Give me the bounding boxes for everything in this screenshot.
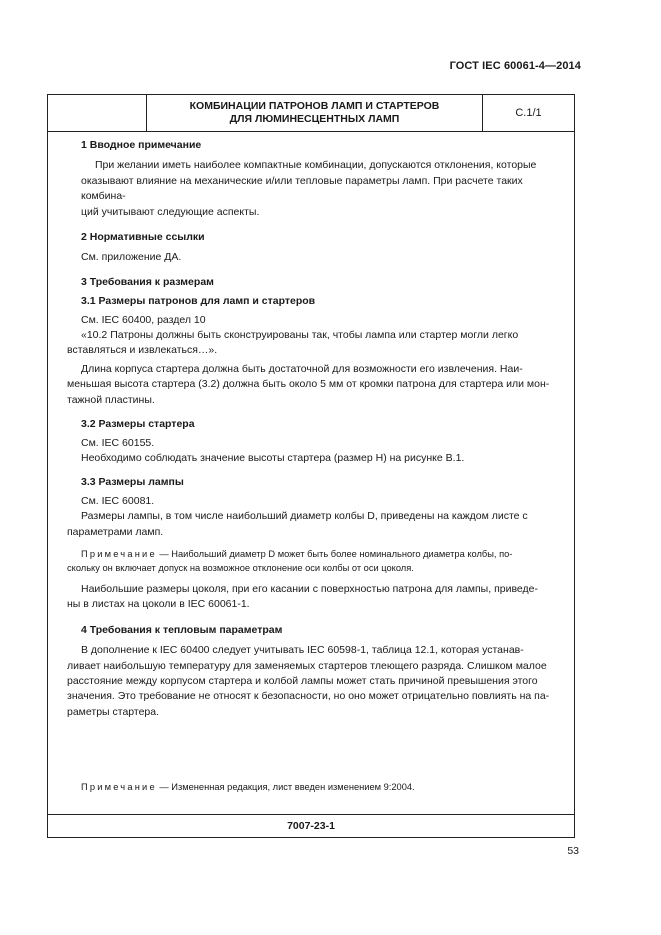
section-3-3-para: См. IEC 60081. — [81, 494, 155, 507]
section-3-3-para-line: ны в листах на цоколи в IEC 60061-1. — [67, 598, 250, 611]
frame-title-line-2: ДЛЯ ЛЮМИНЕСЦЕНТНЫХ ЛАМП — [229, 113, 400, 125]
section-4-para-line: ливает наибольшую температуру для заменяемых стартеров тлеющего разряда. Слишком малое — [67, 659, 547, 672]
frame-title — [147, 95, 483, 131]
section-3-1-quote-line: вставляться и извлекаться…». — [67, 344, 218, 357]
note-1-text: — Наибольший диаметр D может быть более номинального диаметра колбы, по- — [156, 548, 513, 559]
page-number: 53 — [567, 845, 579, 857]
note-2-label: Примечание — [81, 782, 157, 793]
note-2 — [81, 780, 566, 794]
note-2-text: — Измененная редакция, лист введен изменением 9:2004. — [156, 782, 415, 793]
section-4-para-line: расстояние между корпусом стартера и колбой лампы может стать причиной превышения этого — [67, 674, 538, 687]
section-3-2-para: Необходимо соблюдать значение высоты стартера (размер H) на рисунке B.1. — [81, 451, 465, 464]
section-4-heading: 4 Требования к тепловым параметрам — [81, 623, 283, 636]
frame-title-line-1: КОМБИНАЦИИ ПАТРОНОВ ЛАМП И СТАРТЕРОВ — [189, 100, 440, 112]
section-3-2-heading: 3.2 Размеры стартера — [81, 418, 195, 431]
note-1 — [81, 547, 566, 561]
section-4-para-line: раметры стартера. — [67, 705, 160, 718]
section-1-para-line: При желании иметь наиболее компактные комбинации, допускаются отклонения, которые — [95, 159, 537, 172]
section-3-3-para-line: параметрами ламп. — [67, 525, 164, 538]
document-body — [48, 132, 574, 794]
note-1-line-2: скольку он включает допуск на возможное отклонение оси колбы от оси цоколя. — [67, 562, 414, 573]
section-3-1-para: См. IEC 60400, раздел 10 — [81, 313, 206, 326]
section-4-para-line: значения. Это требование не относят к безопасности, но оно может отрицательно повлиять на па- — [67, 690, 550, 703]
section-2-heading: 2 Нормативные ссылки — [81, 231, 205, 244]
section-3-1-para-line: меньшая высота стартера (3.2) должна быть около 5 мм от кромки патрона для стартера или мон- — [67, 378, 550, 391]
section-3-1-para-line: Длина корпуса стартера должна быть достаточной для возможности его извлечения. Наи- — [81, 362, 523, 375]
section-3-1-heading: 3.1 Размеры патронов для ламп и стартеров — [81, 295, 316, 308]
section-1-heading: 1 Вводное примечание — [81, 139, 202, 151]
section-1-para-line: оказывают влияние на механические и/или тепловые параметры ламп. При расчете таких комбина- — [81, 174, 523, 203]
sheet-number: С.1/1 — [515, 107, 542, 119]
section-3-heading: 3 Требования к размерам — [81, 275, 214, 288]
section-3-1-quote-line: «10.2 Патроны должны быть сконструированы так, чтобы лампа или стартер могли легко — [81, 329, 519, 342]
section-3-3-para-line: Наибольшие размеры цоколя, при его касании с поверхностью патрона для лампы, приведе- — [81, 582, 538, 595]
frame-footer — [48, 814, 574, 837]
section-3-3-heading: 3.3 Размеры лампы — [81, 476, 184, 489]
note-1-label: Примечание — [81, 548, 157, 559]
section-3-2-para: См. IEC 60155. — [81, 436, 155, 449]
section-1-para-line: ций учитывают следующие аспекты. — [81, 205, 260, 218]
header-blank-cell — [48, 95, 147, 131]
footer-code: 7007-23-1 — [287, 820, 335, 832]
section-4-para-line: В дополнение к IEC 60400 следует учитывать IEC 60598-1, таблица 12.1, которая устанав- — [81, 644, 524, 657]
frame-header — [48, 95, 574, 132]
section-3-3-para-line: Размеры лампы, в том числе наибольший диаметр колбы D, приведены на каждом листе с — [81, 510, 528, 523]
section-2-para: См. приложение ДА. — [81, 251, 182, 264]
standard-number: ГОСТ IEC 60061-4—2014 — [449, 60, 581, 72]
document-frame — [47, 94, 575, 838]
section-3-1-para-line: тажной пластины. — [67, 393, 155, 406]
